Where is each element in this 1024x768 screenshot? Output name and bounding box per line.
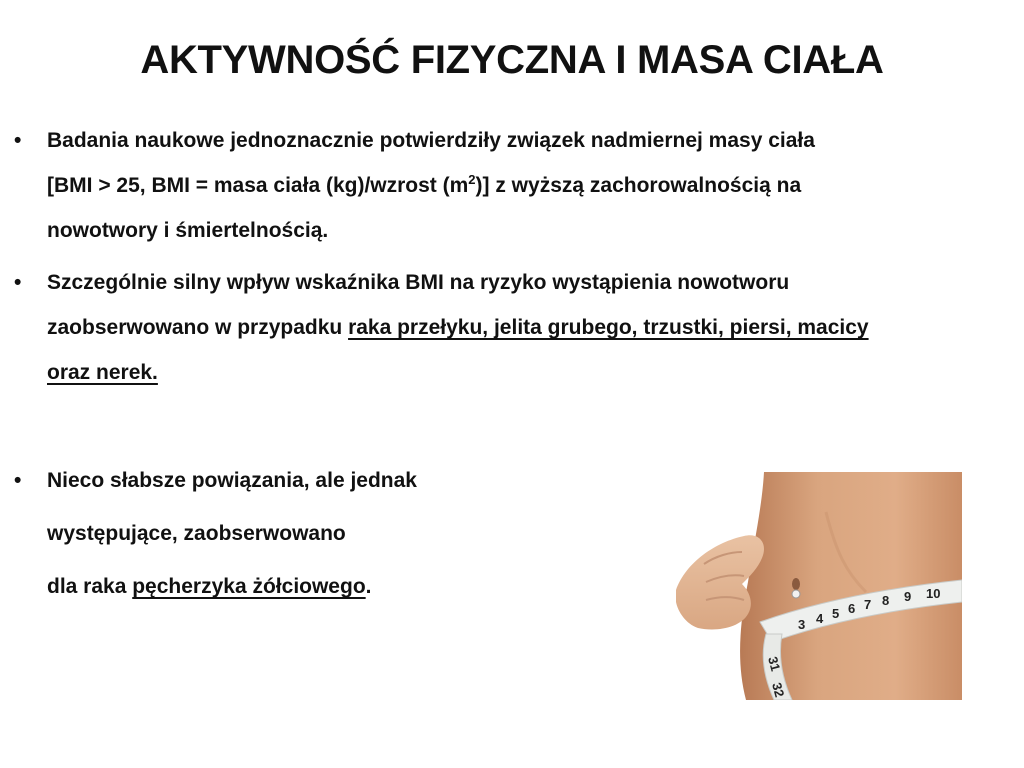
- bullet-line: [BMI > 25, BMI = masa ciała (kg)/wzrost (m: [47, 174, 469, 197]
- svg-text:5: 5: [832, 606, 840, 621]
- svg-text:31: 31: [765, 654, 784, 673]
- bullet-line: .: [365, 575, 372, 598]
- svg-text:4: 4: [816, 611, 824, 626]
- svg-text:9: 9: [904, 589, 912, 604]
- svg-text:3: 3: [798, 617, 806, 632]
- bullet-line: nowotwory i śmiertelnością.: [47, 219, 329, 242]
- svg-text:10: 10: [926, 586, 941, 601]
- bullet-marker: •: [14, 469, 22, 492]
- underlined-cancer-list: raka przełyku, jelita grubego, trzustki, piersi, macicy: [348, 316, 869, 339]
- bullet-line: występujące, zaobserwowano: [47, 522, 346, 545]
- underlined-gallbladder: pęcherzyka żółciowego: [132, 575, 366, 598]
- bullet-line: zaobserwowano w przypadku: [47, 316, 349, 339]
- superscript-2: 2: [468, 172, 476, 187]
- bullet-marker: •: [14, 129, 22, 152]
- bullet-line: Badania naukowe jednoznacznie potwierdziły związek nadmiernej masy ciała: [47, 129, 815, 152]
- slide-title: AKTYWNOŚĆ FIZYCZNA I MASA CIAŁA: [140, 38, 884, 82]
- bullet-line: )] z wyższą zachorowalnością na: [475, 174, 802, 197]
- bullet-item-cancer-types: [14, 260, 1004, 395]
- underlined-cancer-list-end: oraz nerek.: [47, 361, 158, 384]
- svg-text:6: 6: [848, 601, 856, 616]
- svg-text:7: 7: [864, 597, 872, 612]
- bullet-line: dla raka: [47, 575, 133, 598]
- svg-text:32: 32: [769, 680, 788, 699]
- svg-text:8: 8: [882, 593, 890, 608]
- bullet-line: Szczególnie silny wpływ wskaźnika BMI na ryzyko wystąpienia nowotworu: [47, 271, 790, 294]
- bullet-line: Nieco słabsze powiązania, ale jednak: [47, 469, 417, 492]
- bullet-marker: •: [14, 271, 22, 294]
- bullet-text: [47, 118, 1004, 253]
- navel: [792, 578, 800, 590]
- bullet-item-bmi-research: [14, 118, 1004, 253]
- bullet-text: [47, 260, 1004, 395]
- waist-measurement-photo: [676, 472, 962, 700]
